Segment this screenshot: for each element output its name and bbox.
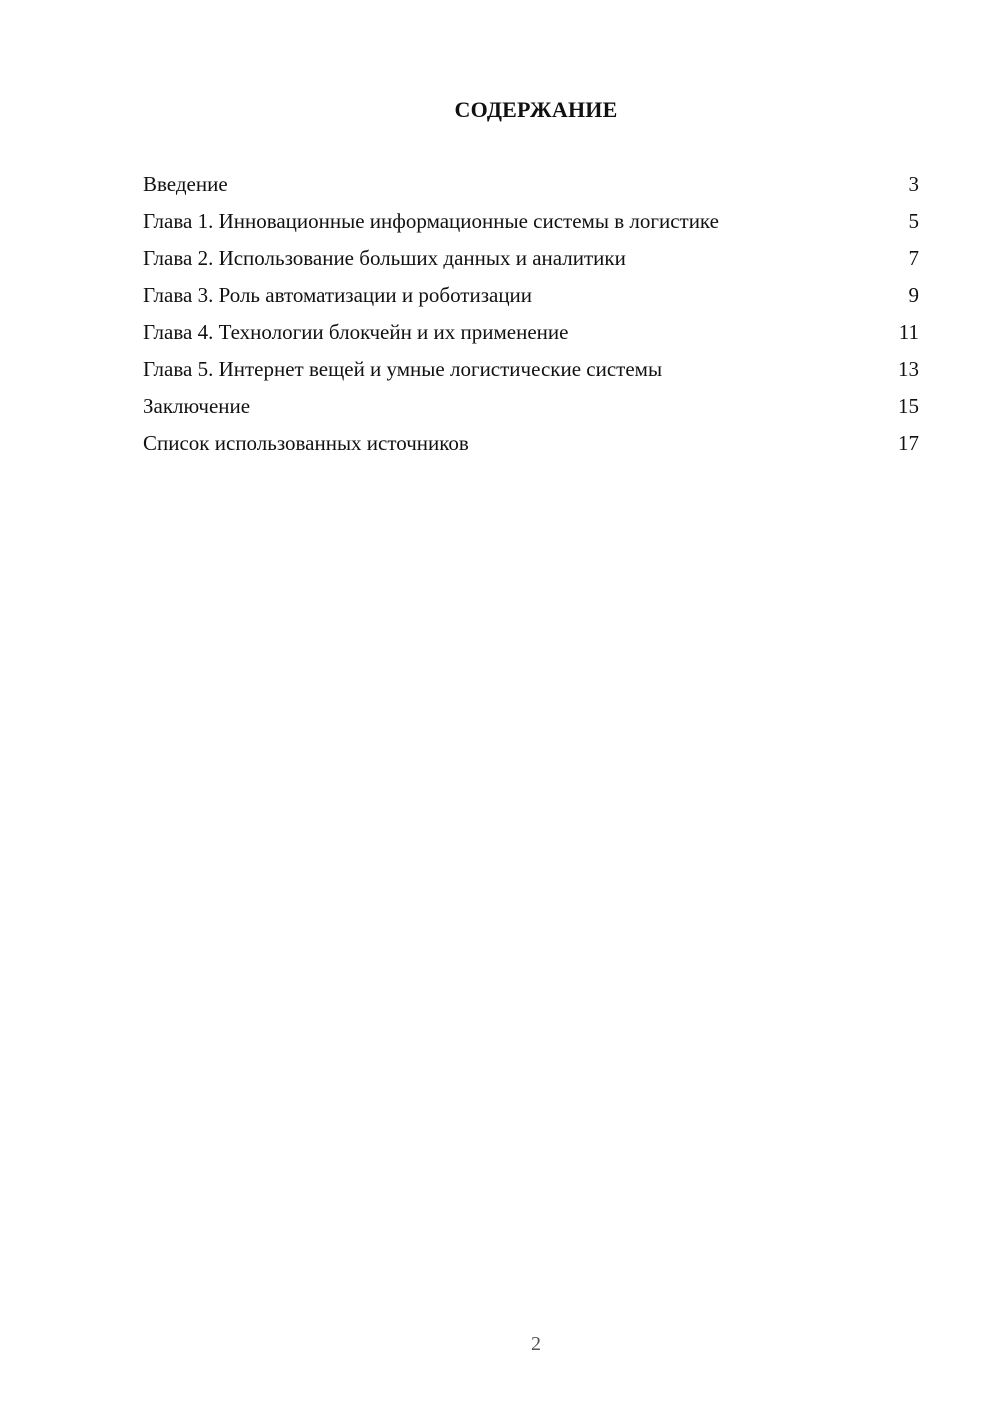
toc-entry-label: Глава 5. Интернет вещей и умные логистические системы	[143, 357, 663, 381]
toc-entry-label: Глава 2. Использование больших данных и аналитики	[143, 246, 626, 270]
toc-entry-label: Заключение	[143, 394, 251, 418]
toc-entry-references[interactable]	[143, 430, 919, 457]
toc-entry-label: Глава 3. Роль автоматизации и роботизации	[143, 283, 533, 307]
toc-entry-label: Глава 4. Технологии блокчейн и их применение	[143, 320, 569, 344]
table-of-contents	[143, 171, 919, 467]
toc-entry-page: 11	[898, 320, 919, 344]
toc-entry-conclusion[interactable]	[143, 393, 919, 420]
toc-entry-introduction[interactable]	[143, 171, 919, 198]
toc-entry-label: Глава 1. Инновационные информационные системы в логистике	[143, 209, 719, 233]
page-number: 2	[531, 1333, 541, 1355]
toc-entry-label: Список использованных источников	[143, 431, 469, 455]
toc-entry-page: 15	[898, 394, 919, 418]
toc-entry-page: 9	[908, 283, 919, 307]
toc-entry-page: 17	[898, 431, 919, 455]
toc-entry-chapter-1[interactable]	[143, 208, 919, 235]
toc-entry-chapter-2[interactable]	[143, 245, 919, 272]
toc-entry-page: 5	[908, 209, 919, 233]
toc-entry-chapter-5[interactable]	[143, 356, 919, 383]
page-title: СОДЕРЖАНИЕ	[454, 97, 618, 122]
toc-entry-label: Введение	[143, 172, 228, 196]
toc-entry-chapter-4[interactable]	[143, 319, 919, 346]
toc-entry-page: 13	[898, 357, 919, 381]
toc-entry-page: 7	[908, 246, 919, 270]
toc-entry-page: 3	[908, 172, 919, 196]
toc-entry-chapter-3[interactable]	[143, 282, 919, 309]
